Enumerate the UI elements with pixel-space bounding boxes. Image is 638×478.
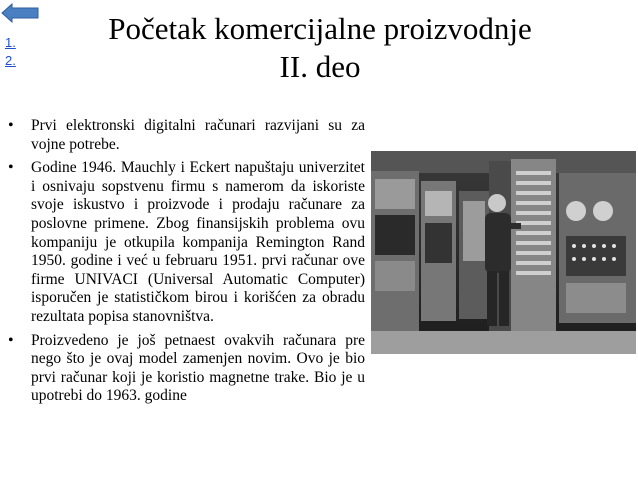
bullet-item: • Proizvedeno je još petnaest ovakvih računara pre nego što je ovaj model zamenjen novim. Ovo je bio prvi računar koji je koristio magnetne trake. Bio je u upotrebi do 1963. godine bbox=[7, 332, 365, 406]
bullet-item: • Prvi elektronski digitalni računari razvijani su za vojne potrebe. bbox=[7, 117, 365, 154]
nav-link-2[interactable]: 2. bbox=[5, 53, 16, 68]
slide-title bbox=[60, 10, 580, 86]
bullet-item: • Godine 1946. Mauchly i Eckert napuštaju univerzitet i osnivaju sopstvenu firmu s namerom da iskoriste svoje iskustvo i proizvode i prodaju računare za poslovne primene. Zbog finansijskih problema ovu kompaniju je otkupila kompanija Remington Rand 1950. godine i već u februaru 1951. prvi računar ove firme UNIVACI (Universal Automatic Computer) isporučen je statističkom birou i korišćen za obradu rezultata popisa stanovništva. bbox=[7, 159, 365, 326]
univac-photo bbox=[371, 151, 636, 354]
slide-nav bbox=[5, 34, 16, 70]
title-line-2: II. deo bbox=[279, 49, 361, 84]
title-line-1: Početak komercijalne proizvodnje bbox=[108, 11, 532, 46]
bullet-list bbox=[7, 117, 365, 411]
nav-link-1[interactable]: 1. bbox=[5, 35, 16, 50]
back-arrow-icon[interactable] bbox=[1, 3, 39, 23]
